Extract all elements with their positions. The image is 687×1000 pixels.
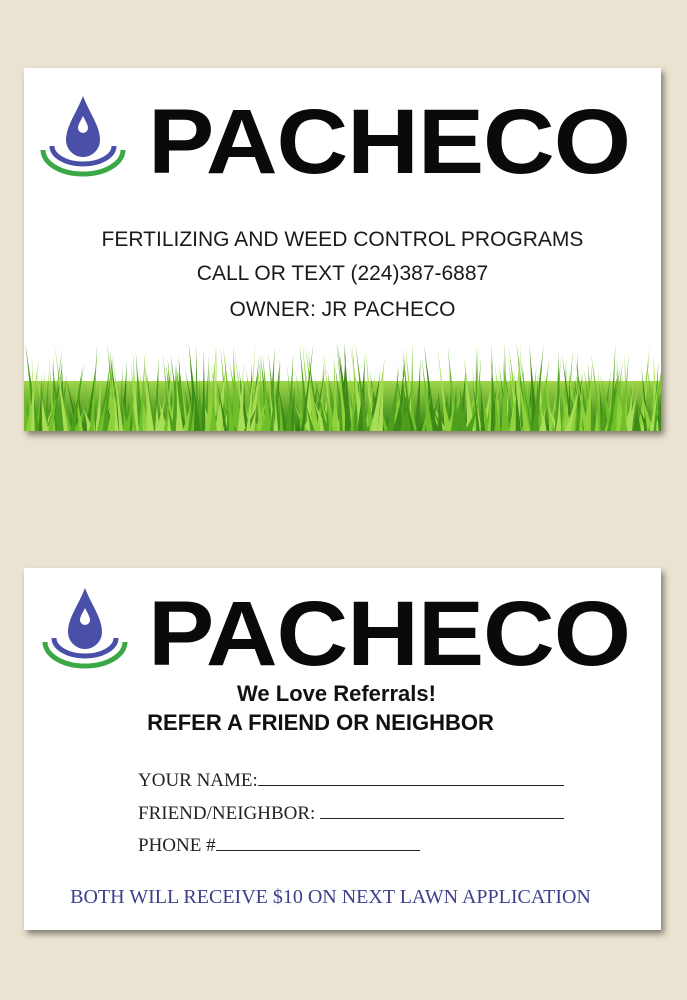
friend-field[interactable] [138,802,564,825]
services-text: FERTILIZING AND WEED CONTROL PROGRAMS [101,228,584,251]
refer-subheadline: REFER A FRIEND OR NEIGHBOR [147,710,494,735]
friend-blank[interactable] [320,802,564,819]
referrals-headline: We Love Referrals! [237,681,436,706]
business-card-front [24,68,661,431]
water-drop-logo-icon [38,94,128,179]
grass-image [24,336,661,431]
phone-field[interactable] [138,834,420,857]
phone-text: CALL OR TEXT (224)387-6887 [196,262,489,285]
brand-name: PACHECO [148,91,630,193]
water-drop-logo-icon [40,586,130,671]
your-name-label: YOUR NAME: [138,770,258,791]
business-card-back [24,568,661,930]
phone-label: PHONE # [138,835,216,856]
phone-blank[interactable] [216,834,420,851]
your-name-field[interactable] [138,769,564,792]
offer-text: BOTH WILL RECEIVE $10 ON NEXT LAWN APPLICATION [70,886,591,908]
friend-label: FRIEND/NEIGHBOR: [138,803,316,824]
your-name-blank[interactable] [258,769,564,786]
brand-name: PACHECO [148,583,630,685]
owner-text: OWNER: JR PACHECO [229,298,456,321]
